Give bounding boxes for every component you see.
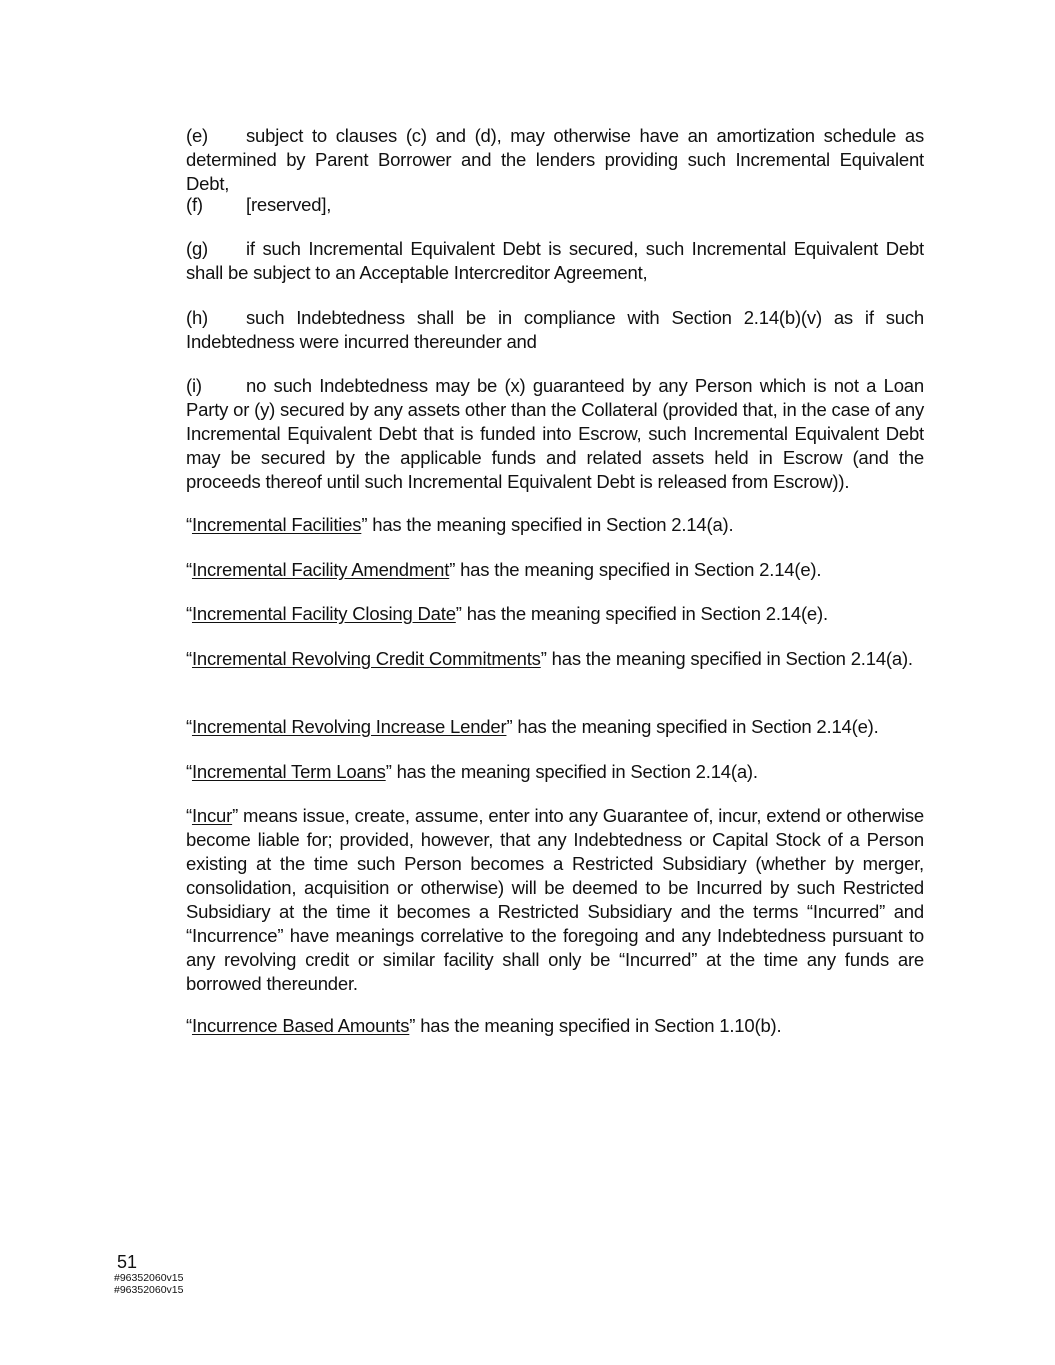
definition-text: has the meaning specified in Section 2.14(a). <box>367 514 734 535</box>
close-quote: ” <box>455 603 462 624</box>
defined-term: Incremental Revolving Increase Lender <box>191 716 507 737</box>
clause-label: (e) <box>186 125 209 146</box>
defined-term: Incremental Facility Closing Date <box>191 603 456 624</box>
definition-text: has the meaning specified in Section 2.14(e). <box>455 559 822 580</box>
close-quote: ” <box>540 648 547 669</box>
clause-label: (g) <box>186 238 209 259</box>
definition-text: has the meaning specified in Section 2.14(e). <box>512 716 879 737</box>
close-quote: ” <box>385 761 392 782</box>
defined-term: Incremental Term Loans <box>191 761 386 782</box>
definition-text: has the meaning specified in Section 2.14(a). <box>546 648 913 669</box>
clause-g <box>124 237 924 285</box>
clause-text: subject to clauses (c) and (d), may otherwise have an amortization schedule as determined by Parent Borrower and the lenders providing such Incremental Equivalent Debt, <box>186 125 924 194</box>
clause-f <box>124 193 924 217</box>
close-quote: ” <box>361 514 368 535</box>
clause-text: [reserved], <box>246 194 332 215</box>
definition-text: has the meaning specified in Section 1.10(b). <box>415 1015 782 1036</box>
definition-incremental-facilities <box>124 513 924 537</box>
page-number: 51 <box>117 1252 138 1272</box>
defined-term: Incur <box>191 805 233 826</box>
clause-text: if such Incremental Equivalent Debt is secured, such Incremental Equivalent Debt shall be subject to an Acceptable Intercreditor Agreement, <box>186 238 924 283</box>
definition-incremental-revolving-increase-lender <box>124 715 924 739</box>
defined-term: Incremental Facilities <box>191 514 362 535</box>
clause-label: (h) <box>186 307 209 328</box>
clause-e <box>124 124 924 196</box>
defined-term: Incremental Facility Amendment <box>191 559 450 580</box>
open-quote: “ <box>186 648 192 669</box>
definition-incur <box>124 804 924 996</box>
clause-i <box>124 374 924 494</box>
close-quote: ” <box>232 805 239 826</box>
open-quote: “ <box>186 761 192 782</box>
close-quote: ” <box>409 1015 416 1036</box>
open-quote: “ <box>186 805 192 826</box>
clause-label: (i) <box>186 375 202 396</box>
definition-incremental-term-loans <box>124 760 924 784</box>
definition-incremental-facility-closing-date <box>124 602 924 626</box>
open-quote: “ <box>186 716 192 737</box>
clause-h <box>124 306 924 354</box>
close-quote: ” <box>506 716 513 737</box>
page-footer <box>114 1252 184 1296</box>
close-quote: ” <box>449 559 456 580</box>
clause-text: such Indebtedness shall be in compliance with Section 2.14(b)(v) as if such Indebtedness were incurred thereunder and <box>186 307 924 352</box>
defined-term: Incurrence Based Amounts <box>191 1015 410 1036</box>
document-id: #96352060v15 <box>114 1272 184 1284</box>
clause-text: no such Indebtedness may be (x) guaranteed by any Person which is not a Loan Party or (y) secured by any assets other than the Collateral (provided that, in the case of any Incremental Equivalent Debt that is funded into Escrow, such Incremental Equivalent Debt may be secured by the applicable funds and related assets held in Escrow (and the proceeds thereof until such Incremental Equivalent Debt is released from Escrow)). <box>186 375 924 492</box>
defined-term: Incremental Revolving Credit Commitments <box>191 648 541 669</box>
definition-incurrence-based-amounts <box>124 1014 924 1038</box>
clause-label: (f) <box>186 194 203 215</box>
definition-text: has the meaning specified in Section 2.14(a). <box>391 761 758 782</box>
definition-text: means issue, create, assume, enter into any Guarantee of, incur, extend or otherwise become liable for; provided, however, that any Indebtedness or Capital Stock of a Person existing at the time such Person becomes a Restricted Subsidiary (whether by merger, consolidation, acquisition or otherwise) will be deemed to be Incurred by such Restricted Subsidiary at the time it becomes a Restricted Subsidiary and the terms “Incurred” and “Incurrence” have meanings correlative to the foregoing and any Indebtedness pursuant to any revolving credit or similar facility shall only be “Incurred” at the time any funds are borrowed thereunder. <box>186 805 924 994</box>
definition-incremental-revolving-credit-commitments <box>124 647 924 671</box>
definition-text: has the meaning specified in Section 2.14(e). <box>461 603 828 624</box>
definition-incremental-facility-amendment <box>124 558 924 582</box>
open-quote: “ <box>186 559 192 580</box>
open-quote: “ <box>186 514 192 535</box>
open-quote: “ <box>186 1015 192 1036</box>
document-id: #96352060v15 <box>114 1284 184 1296</box>
open-quote: “ <box>186 603 192 624</box>
